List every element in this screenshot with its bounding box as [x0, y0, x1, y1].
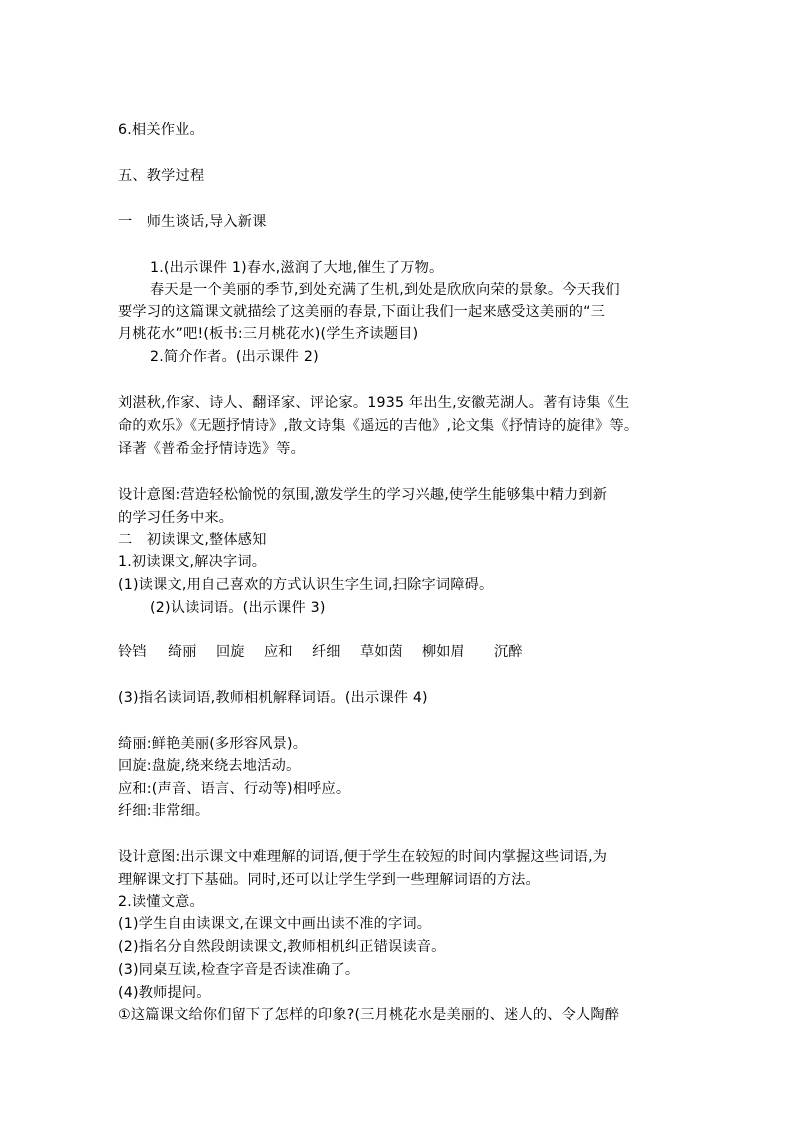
homework-item: 6.相关作业。: [118, 122, 204, 138]
author-bio-line: 刘湛秋,作家、诗人、翻译家、评论家。1935 年出生,安徽芜湖人。著有诗集《生: [118, 395, 630, 411]
vocabulary-row: [118, 642, 678, 662]
paragraph-line: 1.(出示课件 1)春水,滋润了大地,催生了万物。: [150, 260, 444, 276]
vocab-word: 沉醉: [494, 644, 523, 660]
definition-line: 回旋:盘旋,绕来绕去地活动。: [118, 758, 301, 774]
author-bio-line: 命的欢乐》《无题抒情诗》,散文诗集《遥远的吉他》,论文集《抒情诗的旋律》等。: [118, 418, 639, 434]
definition-line: 绮丽:鲜艳美丽(多形容风景)。: [118, 736, 308, 752]
vocab-word: 应和: [264, 644, 293, 660]
paragraph-line: 1.初读课文,解决字词。: [118, 554, 267, 570]
paragraph-line: 月桃花水”吧!(板书:三月桃花水)(学生齐读题目): [118, 326, 419, 342]
paragraph-line: 2.读懂文意。: [118, 894, 204, 910]
step-heading: 二 初读课文,整体感知: [118, 532, 267, 548]
vocab-word: 铃铛: [118, 644, 147, 660]
paragraph-line: (2)认读词语。(出示课件 3): [150, 600, 326, 616]
paragraph-line: 春天是一个美丽的季节,到处充满了生机,到处是欣欣向荣的景象。今天我们: [150, 282, 620, 298]
vocab-word: 柳如眉: [422, 644, 465, 660]
vocab-word: 纤细: [312, 644, 341, 660]
design-intent-line: 的学习任务中来。: [118, 510, 234, 526]
vocab-word: 回旋: [216, 644, 245, 660]
paragraph-line: (4)教师提问。: [118, 985, 211, 1001]
paragraph-line: ①这篇课文给你们留下了怎样的印象?(三月桃花水是美丽的、迷人的、令人陶醉: [118, 1007, 620, 1023]
vocab-word: 草如茵: [360, 644, 403, 660]
author-bio-line: 译著《普希金抒情诗选》等。: [118, 441, 306, 457]
paragraph-line: 2.简介作者。(出示课件 2): [150, 349, 319, 365]
paragraph-line: (1)读课文,用自己喜欢的方式认识生字生词,扫除字词障碍。: [118, 577, 494, 593]
section-heading: 五、教学过程: [118, 168, 205, 184]
design-intent-line: 设计意图:营造轻松愉悦的氛围,激发学生的学习兴趣,使学生能够集中精力到新: [118, 487, 608, 503]
paragraph-line: (3)指名读词语,教师相机解释词语。(出示课件 4): [118, 690, 428, 706]
paragraph-line: (3)同桌互读,检查字音是否读准确了。: [118, 962, 360, 978]
definition-line: 应和:(声音、语言、行动等)相呼应。: [118, 781, 351, 797]
paragraph-line: (2)指名分自然段朗读课文,教师相机纠正错误读音。: [118, 939, 446, 955]
step-heading: 一 师生谈话,导入新课: [118, 214, 267, 230]
vocab-word: 绮丽: [168, 644, 197, 660]
paragraph-line: (1)学生自由读课文,在课文中画出读不准的字词。: [118, 916, 432, 932]
paragraph-line: 要学习的这篇课文就描绘了这美丽的春景,下面让我们一起来感受这美丽的“三: [118, 304, 606, 320]
design-intent-line: 设计意图:出示课文中难理解的词语,便于学生在较短的时间内掌握这些词语,为: [118, 849, 608, 865]
definition-line: 纤细:非常细。: [118, 803, 210, 819]
design-intent-line: 理解课文打下基础。同时,还可以让学生学到一些理解词语的方法。: [118, 872, 540, 888]
